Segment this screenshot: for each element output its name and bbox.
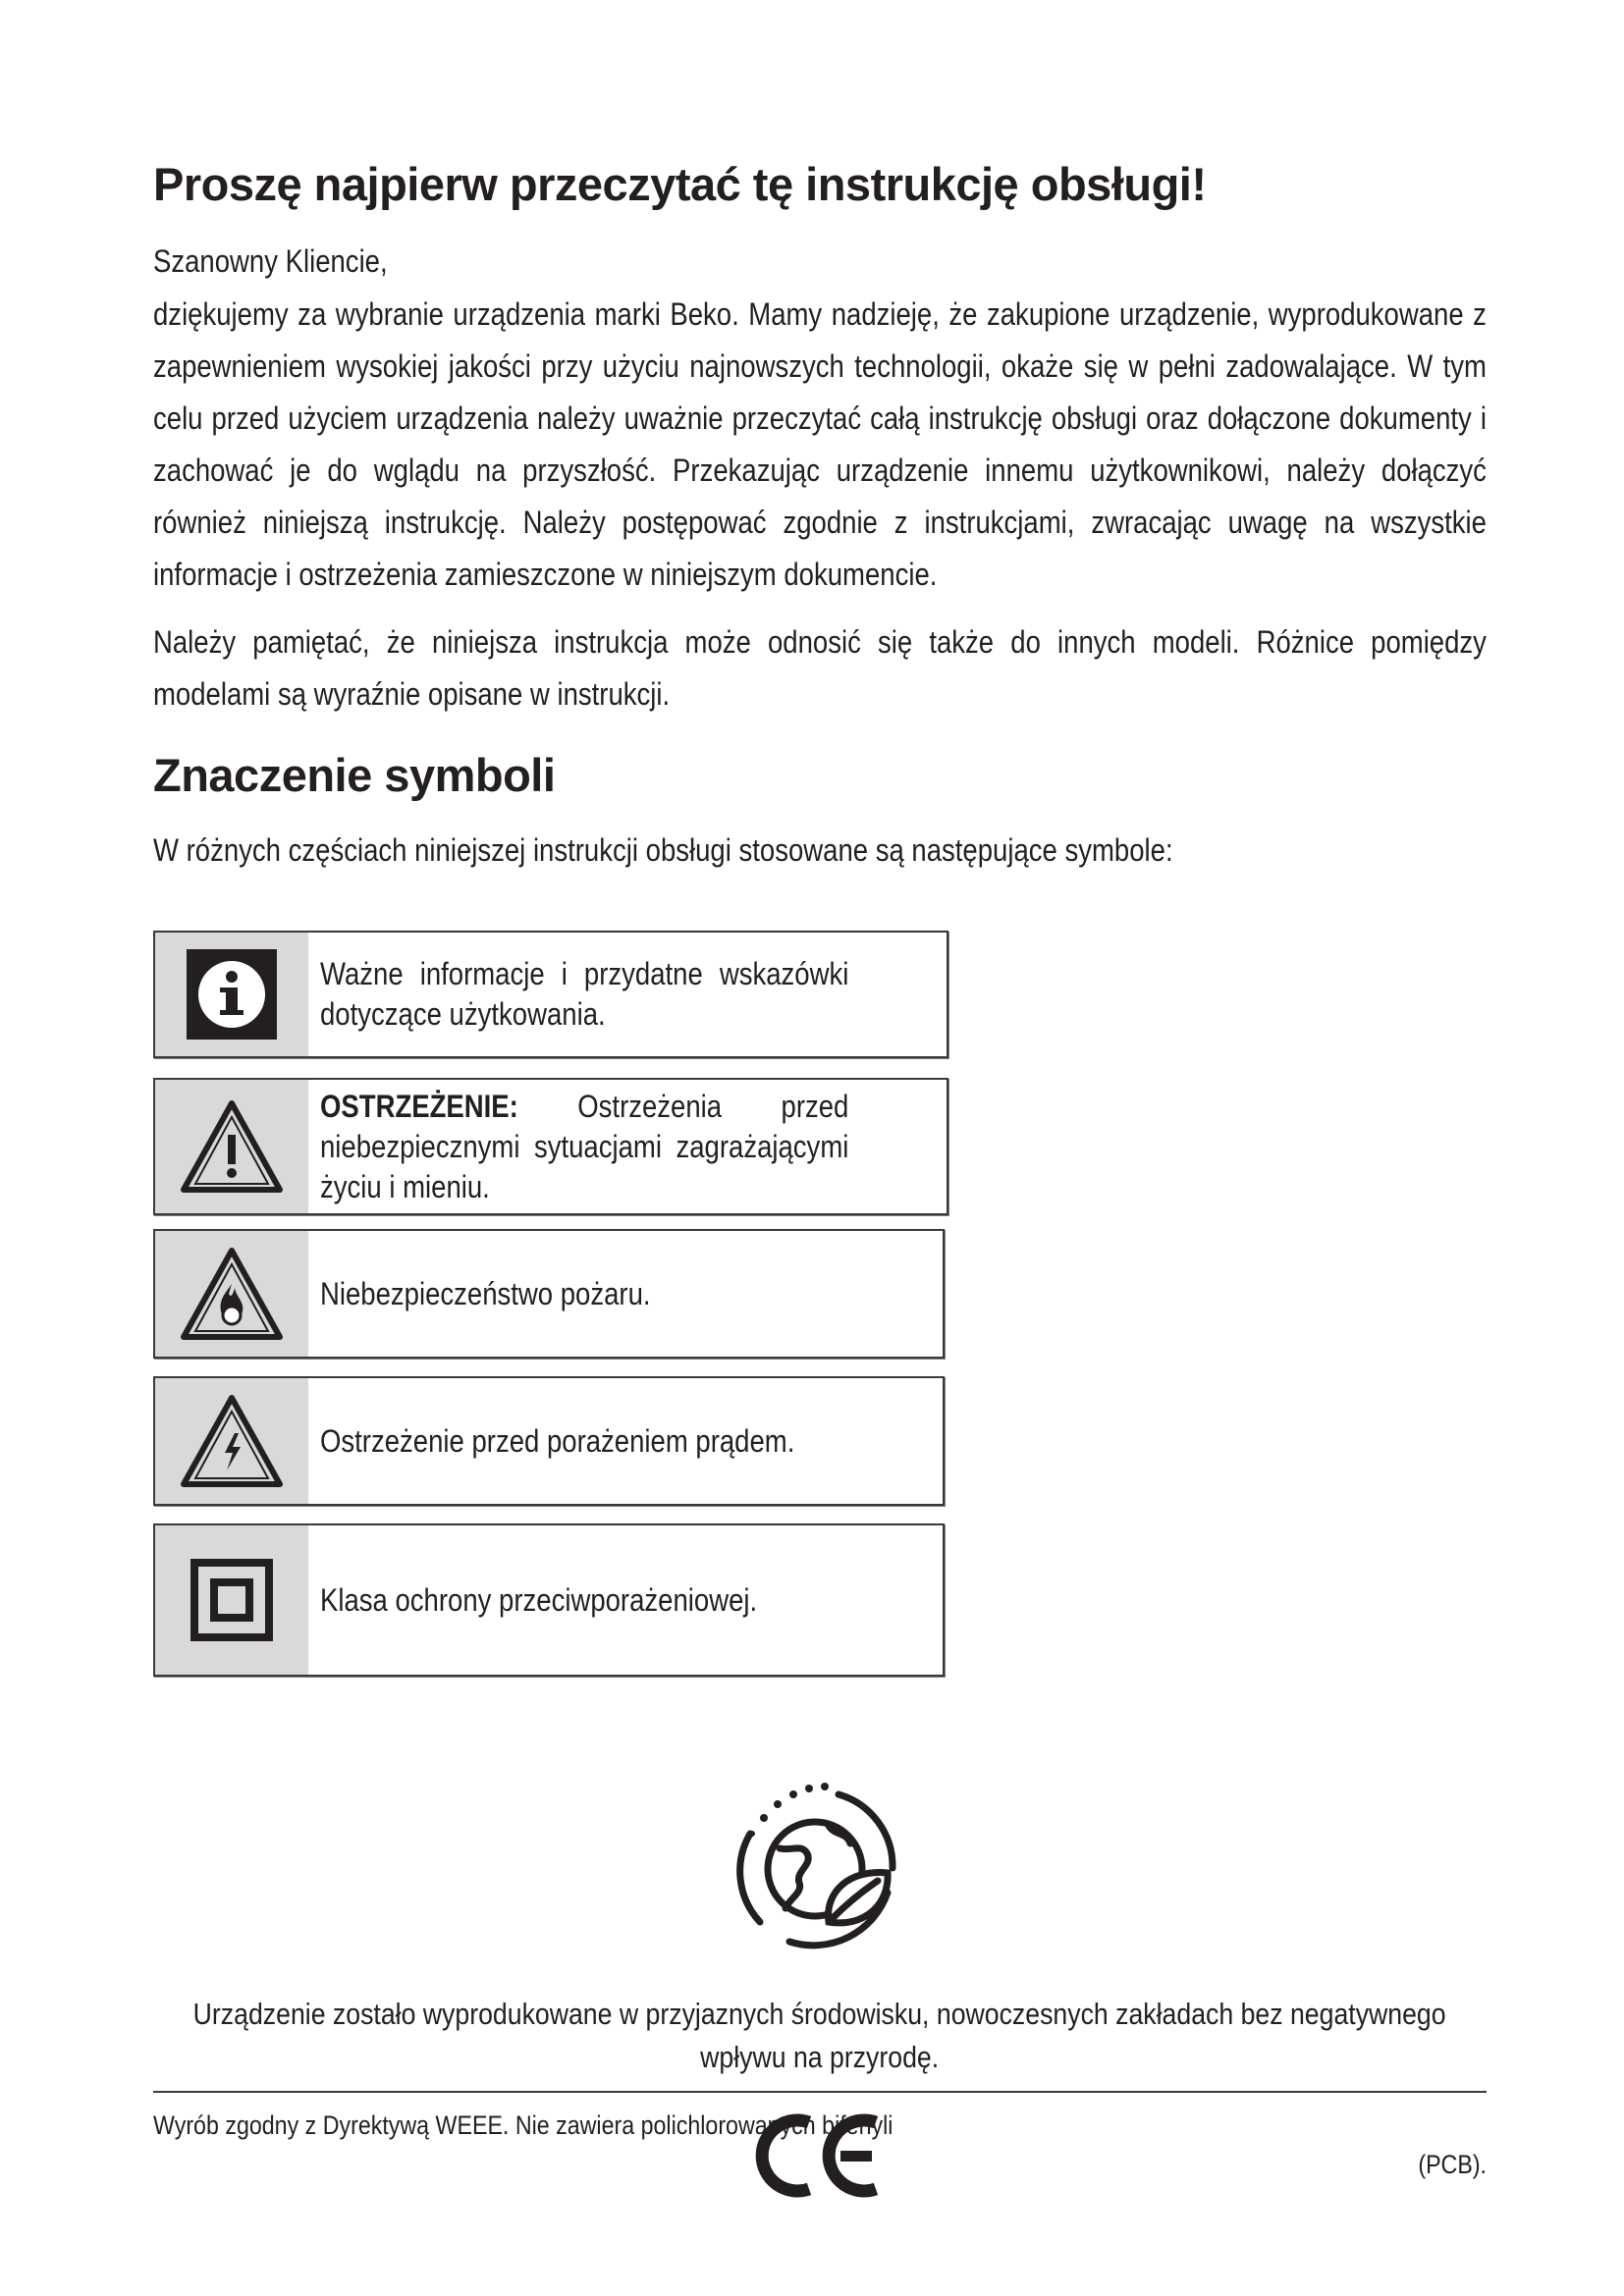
symbol-row-warning [153, 1078, 948, 1215]
page-title: Proszę najpierw przeczytać tę instrukcję obsługi! [153, 158, 1207, 210]
footer-divider [153, 2091, 1487, 2093]
eco-globe-leaf-icon [731, 1775, 907, 1966]
warning-label: OSTRZEŻENIE: [320, 1088, 518, 1124]
info-icon [155, 933, 308, 1056]
symbol-text-info: Ważne informacje i przydatne wskazówki dotyczące użytkowania. [320, 956, 849, 1032]
weee-statement: Wyrób zgodny z Dyrektywą WEEE. Nie zawiera polichlorowanych bifenyli [153, 2110, 893, 2140]
fire-hazard-icon [155, 1231, 308, 1357]
electric-shock-icon [155, 1378, 308, 1504]
symbols-intro: W różnych częściach niniejszej instrukcji obsługi stosowane są następujące symbole: [153, 832, 1173, 868]
protection-class-icon [155, 1525, 308, 1675]
symbol-text-protection: Klasa ochrony przeciwporażeniowej. [320, 1581, 758, 1618]
pcb-note: (PCB). [1418, 2150, 1487, 2179]
ce-mark-icon [750, 2109, 888, 2208]
symbols-heading: Znaczenie symboli [153, 749, 556, 801]
symbol-row-electric [153, 1376, 945, 1506]
symbol-row-protection [153, 1523, 945, 1677]
models-note-paragraph: Należy pamiętać, że niniejsza instrukcja może odnosić się także do innych modeli. Różnice pomiędzy modelami są wyraźnie opisane w instrukcji. [153, 624, 1487, 712]
symbol-text-fire: Niebezpieczeństwo pożaru. [320, 1275, 651, 1311]
eco-statement: Urządzenie zostało wyprodukowane w przyjaznych środowisku, nowoczesnych zakładach bez negatywnego wpływu na przyrodę. [193, 1997, 1446, 2074]
symbol-row-fire [153, 1229, 945, 1359]
warning-icon [155, 1080, 308, 1213]
symbol-row-info [153, 931, 948, 1058]
symbol-text-warning: OSTRZEŻENIE: Ostrzeżenia przed niebezpiecznymi sytuacjami zagrażającymi życiu i mieniu. [320, 1088, 849, 1204]
greeting: Szanowny Kliencie, [153, 243, 388, 279]
symbol-text-electric: Ostrzeżenie przed porażeniem prądem. [320, 1422, 795, 1459]
intro-paragraph: dziękujemy za wybranie urządzenia marki Beko. Mamy nadzieję, że zakupione urządzenie, wyprodukowane z zapewnieniem wysokiej jakości przy użyciu najnowszych technologii, okaże się w pełni zadowalające. W tym celu przed użyciem urządzenia należy uważnie przeczytać całą instrukcję obsługi oraz dołączone dokumenty i zachować je do wglądu na przyszłość. Przekazując urządzenie innemu użytkownikowi, należy dołączyć również niniejszą instrukcję. Należy postępować zgodnie z instrukcjami, zwracając uwagę na wszystkie informacje i ostrzeżenia zamieszczone w niniejszym dokumencie. [153, 296, 1487, 592]
